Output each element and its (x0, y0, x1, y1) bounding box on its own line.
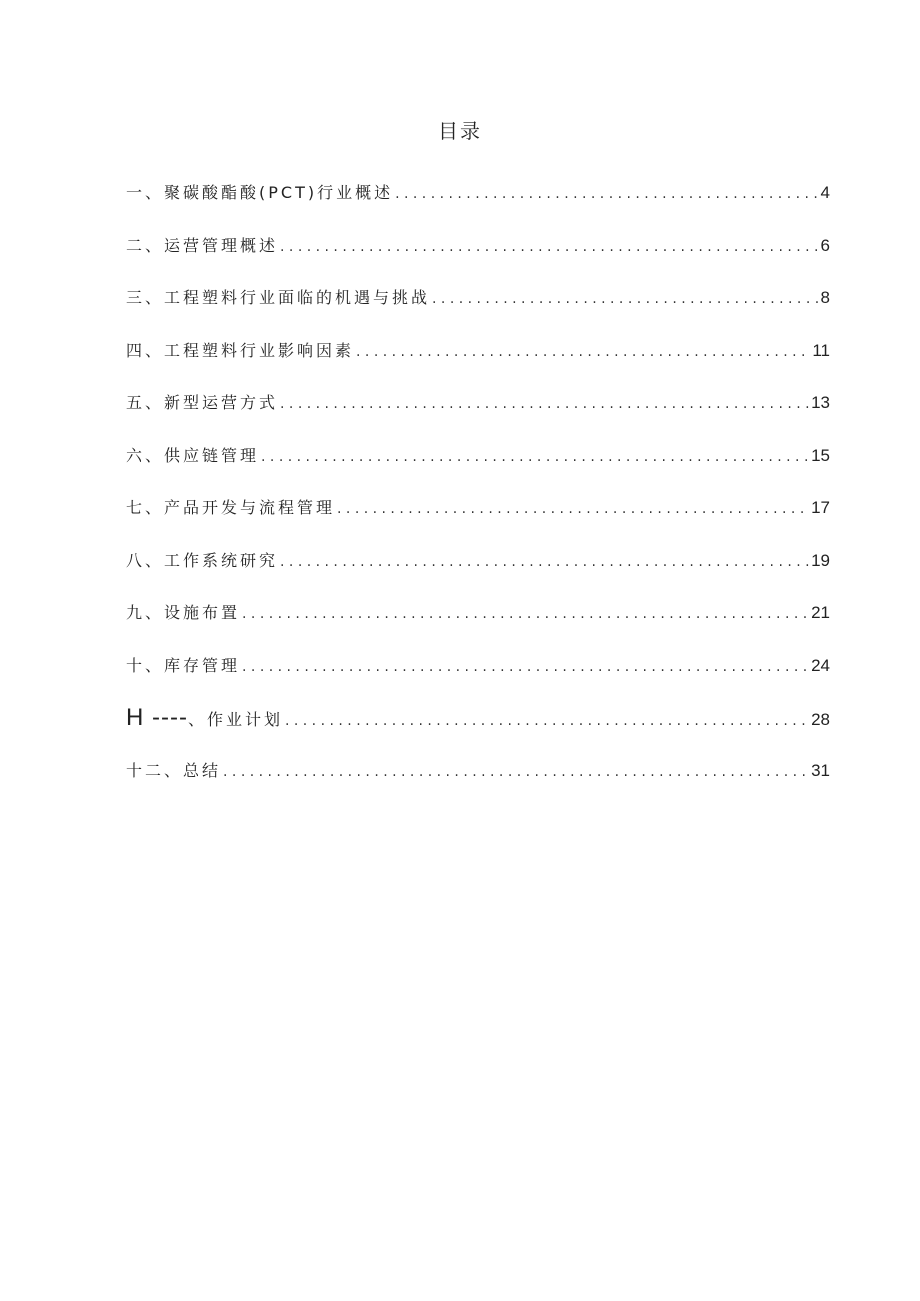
toc-entry[interactable] (126, 176, 830, 229)
toc-entry[interactable] (126, 281, 830, 334)
toc-entry-label: 一、聚碳酸酯酸(PCT)行业概述 (126, 183, 394, 202)
toc-page-number: 21 (811, 603, 830, 622)
toc-entry-label: 二、运营管理概述 (126, 235, 279, 255)
toc-dot-leader (432, 282, 819, 316)
toc-dot-leader (223, 755, 809, 789)
toc-dot-leader (395, 177, 818, 211)
toc-entry-label (126, 701, 283, 737)
toc-list (126, 176, 830, 806)
toc-entry-label-prefix: H ---- (126, 704, 188, 731)
toc-entry-label: 六、供应链管理 (126, 445, 260, 465)
toc-entry[interactable] (126, 754, 830, 807)
toc-dot-leader (337, 492, 809, 526)
toc-entry-label: 三、工程塑料行业面临的机遇与挑战 (126, 288, 431, 307)
toc-entry[interactable] (126, 596, 830, 649)
toc-page-number: 17 (811, 498, 830, 517)
toc-entry[interactable] (126, 439, 830, 492)
toc-dot-leader (242, 597, 809, 631)
toc-page-number: 4 (820, 183, 830, 202)
toc-entry[interactable] (126, 491, 830, 544)
toc-page-number: 31 (811, 760, 830, 780)
toc-entry[interactable] (126, 544, 830, 597)
toc-dot-leader (280, 545, 809, 579)
toc-entry[interactable] (126, 334, 830, 387)
toc-entry-label: 十、库存管理 (126, 655, 241, 675)
toc-entry-label: 四、工程塑料行业影响因素 (126, 340, 355, 360)
toc-page-number: 6 (820, 235, 830, 255)
toc-entry-label: 五、新型运营方式 (126, 393, 279, 412)
toc-page-number: 19 (811, 550, 830, 570)
toc-dot-leader (285, 704, 809, 738)
toc-page-number: 24 (811, 655, 830, 675)
toc-dot-leader (280, 230, 819, 264)
toc-dot-leader (261, 440, 809, 474)
toc-page-number: 28 (811, 710, 830, 729)
toc-entry-label: 八、工作系统研究 (126, 550, 279, 570)
toc-dot-leader (280, 387, 809, 421)
toc-entry-label: 十二、总结 (126, 760, 222, 780)
toc-entry[interactable] (126, 386, 830, 439)
toc-entry-label-text: 、作业计划 (187, 710, 283, 729)
toc-dot-leader (242, 650, 809, 684)
toc-entry-label: 七、产品开发与流程管理 (126, 498, 336, 517)
toc-dot-leader (356, 335, 810, 369)
toc-title: 目录 (438, 119, 482, 143)
toc-page-number: 11 (812, 340, 830, 360)
toc-entry[interactable] (126, 229, 830, 282)
toc-page-number: 15 (811, 445, 830, 465)
toc-entry[interactable] (126, 649, 830, 702)
toc-page-number: 13 (811, 393, 830, 412)
toc-page-number: 8 (820, 288, 830, 307)
toc-entry[interactable] (126, 701, 830, 754)
toc-entry-label: 九、设施布置 (126, 603, 241, 622)
